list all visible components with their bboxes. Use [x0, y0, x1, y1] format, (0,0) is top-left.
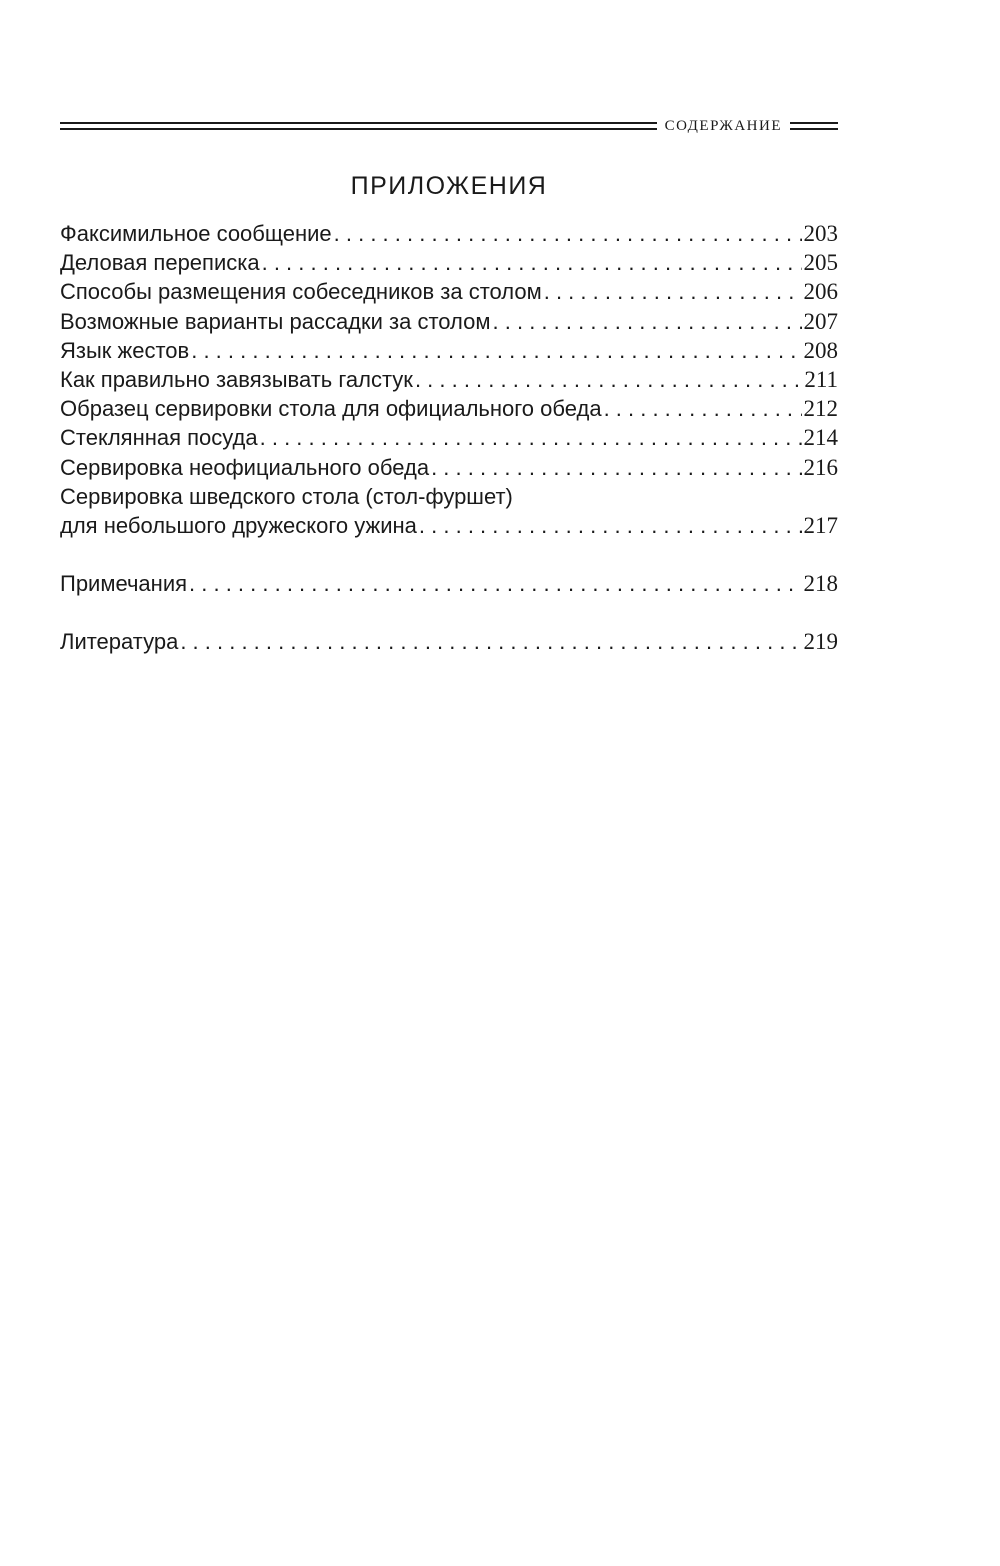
toc-entry-title: Сервировка неофициального обеда	[60, 454, 430, 480]
toc-entry	[60, 336, 838, 365]
toc-entry-page: 207	[803, 308, 838, 334]
toc-entry-title: Литература	[60, 629, 179, 655]
toc-entry-title: для небольшого дружеского ужина	[60, 512, 417, 538]
running-header	[60, 114, 838, 138]
dot-leader	[493, 307, 802, 336]
toc-entry-page: 216	[803, 454, 838, 480]
toc-entry-title: Возможные варианты рассадки за столом	[60, 308, 491, 334]
dot-leader	[189, 569, 801, 598]
toc-entry	[60, 219, 838, 248]
toc-entry-title: Как правильно завязывать галстук	[60, 366, 413, 392]
toc-entry-title: Язык жестов	[60, 337, 190, 363]
toc-entry-page: 219	[803, 629, 838, 655]
running-header-title: СОДЕРЖАНИЕ	[664, 117, 782, 134]
dot-leader	[180, 627, 801, 656]
dot-leader	[431, 453, 801, 482]
toc-entry	[60, 394, 838, 423]
dot-leader	[604, 394, 802, 423]
dot-leader	[191, 336, 801, 365]
toc-entry	[60, 423, 838, 452]
toc-entry	[60, 277, 838, 306]
dot-leader	[544, 277, 802, 306]
toc-entry-title: Примечания	[60, 571, 188, 597]
toc-entry-page: 208	[803, 337, 838, 363]
toc-entry	[60, 248, 838, 277]
dot-leader	[415, 365, 802, 394]
toc-entry	[60, 307, 838, 336]
toc-entry	[60, 365, 838, 394]
table-of-contents	[60, 219, 838, 656]
spacer	[60, 598, 838, 627]
toc-entry-page: 217	[803, 512, 838, 538]
toc-entry-page: 206	[803, 279, 838, 305]
toc-entry-literature	[60, 627, 838, 656]
dot-leader	[334, 219, 802, 248]
toc-entry-page: 212	[803, 396, 838, 422]
toc-entry-title: Стеклянная посуда	[60, 425, 258, 451]
toc-entry-page: 205	[803, 250, 838, 276]
toc-entry-title: Факсимильное сообщение	[60, 221, 332, 246]
toc-entry-page: 218	[803, 571, 838, 597]
header-rule-left	[60, 122, 657, 130]
header-rule-right	[790, 122, 838, 130]
toc-entry-title: Деловая переписка	[60, 250, 260, 276]
toc-entry-title-line1: Сервировка шведского стола (стол-фуршет)	[60, 483, 513, 509]
toc-entry-title: Способы размещения собеседников за столом	[60, 279, 542, 305]
toc-entry-page: 203	[803, 221, 838, 246]
toc-entry-notes	[60, 569, 838, 598]
toc-entry-page: 214	[803, 425, 838, 451]
toc-entry-title: Образец сервировки стола для официального обеда	[60, 396, 602, 422]
dot-leader	[419, 511, 802, 540]
dot-leader	[262, 248, 802, 277]
toc-entry-page: 211	[804, 366, 838, 392]
section-title: ПРИЛОЖЕНИЯ	[350, 172, 548, 200]
toc-entry	[60, 453, 838, 482]
toc-entry	[60, 511, 838, 540]
dot-leader	[260, 423, 802, 452]
spacer	[60, 540, 838, 569]
